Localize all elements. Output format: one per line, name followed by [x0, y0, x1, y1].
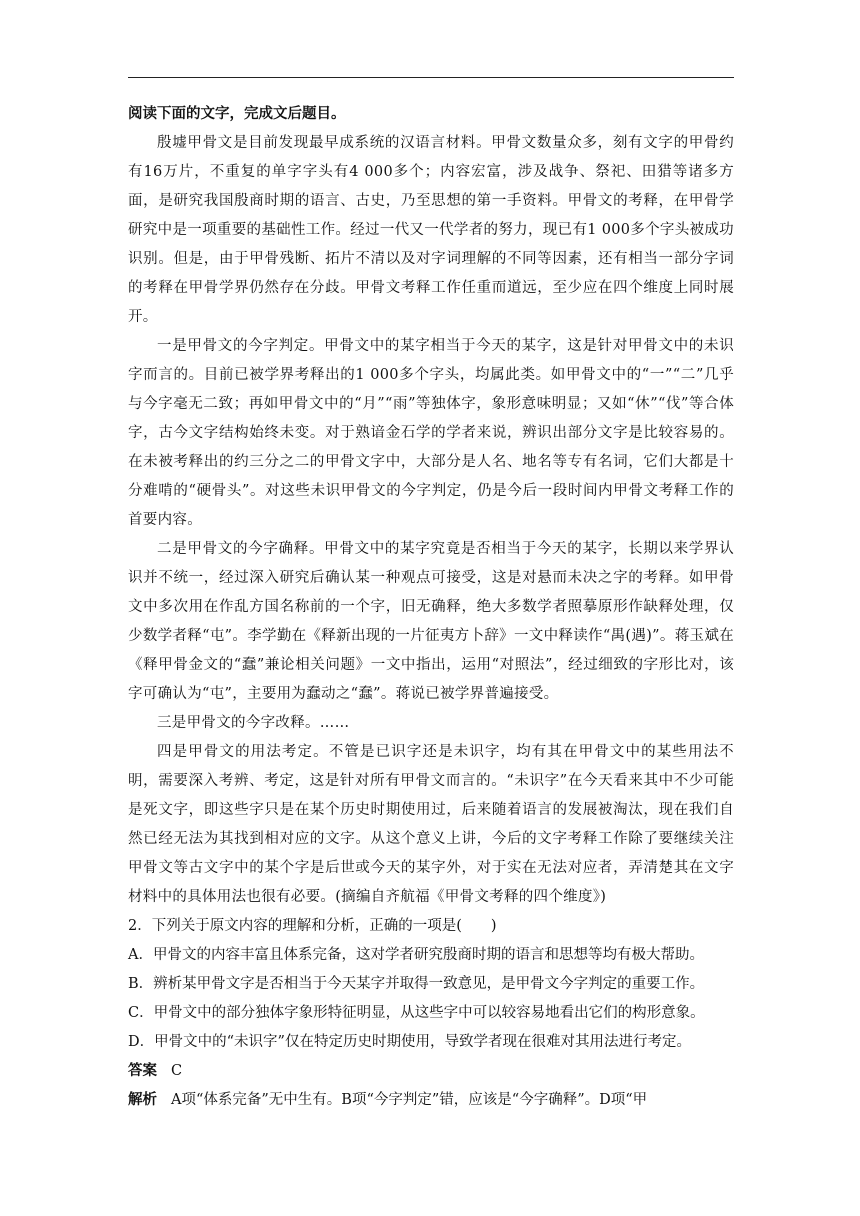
answer-label: 答案 [128, 1063, 157, 1079]
question-stem: 2．下列关于原文内容的理解和分析，正确的一项是( ) [128, 918, 497, 934]
analysis-line [128, 1086, 734, 1115]
passage-paragraph-3: 二是甲骨文的今字确释。甲骨文中的某字究竟是否相当于今天的某字，长期以来学界认识并不统一，经过深入研究后确认某一种观点可接受，这是对悬而未决之字的考释。如甲骨文中多次用在作乱方国名称前的一个字，旧无确释，绝大多数学者照摹原形作缺释处理，仅少数学者释“屯”。李学勤在《释新出现的一片征夷方卜辞》一文中释读作“禺(遇)”。蒋玉斌在《释甲骨金文的“蠢”兼论相关问题》一文中指出，运用“对照法”，经过细致的字形比对，该字可确认为“屯”，主要用为蠢动之“蠢”。蒋说已被学界普遍接受。 [128, 541, 734, 702]
answer-line [128, 1057, 734, 1086]
document-content [128, 100, 734, 1115]
option-b: B．辨析某甲骨文字是否相当于今天某字并取得一致意见，是甲骨文今字判定的重要工作。 [128, 976, 705, 992]
reading-instruction: 阅读下面的文字，完成文后题目。 [128, 106, 346, 122]
analysis-text: A项“体系完备”无中生有。B项“今字判定”错，应该是“今字确释”。D项“甲 [171, 1092, 648, 1108]
passage-paragraph-5: 四是甲骨文的用法考定。不管是已识字还是未识字，均有其在甲骨文中的某些用法不明，需要深入考辨、考定，这是针对所有甲骨文而言的。“未识字”在今天看来其中不少可能是死文字，即这些字只是在某个历史时期使用过，后来随着语言的发展被淘汰，现在我们自然已经无法为其找到相对应的文字。从这个意义上讲，今后的文字考释工作除了要继续关注甲骨文等古文字中的某个字是后世或今天的某字外，对于实在无法对应者，弄清楚其在文字材料中的具体用法也很有必要。(摘编自齐航福《甲骨文考释的四个维度》) [128, 744, 734, 905]
passage-paragraph-4: 三是甲骨文的今字改释。…… [157, 715, 350, 731]
option-a: A．甲骨文的内容丰富且体系完备，这对学者研究殷商时期的语言和思想等均有极大帮助。 [128, 947, 704, 963]
header-rule [128, 77, 734, 78]
option-c: C．甲骨文中的部分独体字象形特征明显，从这些字中可以较容易地看出它们的构形意象。 [128, 1005, 705, 1021]
option-d: D．甲骨文中的“未识字”仅在特定历史时期使用，导致学者现在很难对其用法进行考定。 [128, 1034, 691, 1050]
passage-paragraph-1: 殷墟甲骨文是目前发现最早成系统的汉语言材料。甲骨文数量众多，刻有文字的甲骨约有16万片，不重复的单字字头有4 000多个；内容宏富，涉及战争、祭祀、田猎等诸多方面，是研究我国殷商时期的语言、古史，乃至思想的第一手资料。甲骨文的考释，在甲骨学研究中是一项重要的基础性工作。经过一代又一代学者的努力，现已有1 000多个字头被成功识别。但是，由于甲骨残断、拓片不清以及对字词理解的不同等因素，还有相当一部分字词的考释在甲骨学界仍然存在分歧。甲骨文考释工作任重而道远，至少应在四个维度上同时展开。 [128, 135, 734, 325]
analysis-label: 解析 [128, 1092, 157, 1108]
passage-paragraph-2: 一是甲骨文的今字判定。甲骨文中的某字相当于今天的某字，这是针对甲骨文中的未识字而言的。目前已被学界考释出的1 000多个字头，均属此类。如甲骨文中的“一”“二”几乎与今字毫无二致；再如甲骨文中的“月”“雨”等独体字，象形意味明显；又如“休”“伐”等合体字，古今文字结构始终未变。对于熟谙金石学的学者来说，辨识出部分文字是比较容易的。在未被考释出的约三分之二的甲骨文字中，大部分是人名、地名等专有名词，它们大都是十分难啃的“硬骨头”。对这些未识甲骨文的今字判定，仍是今后一段时间内甲骨文考释工作的首要内容。 [128, 338, 734, 528]
answer-value: C [171, 1063, 183, 1079]
